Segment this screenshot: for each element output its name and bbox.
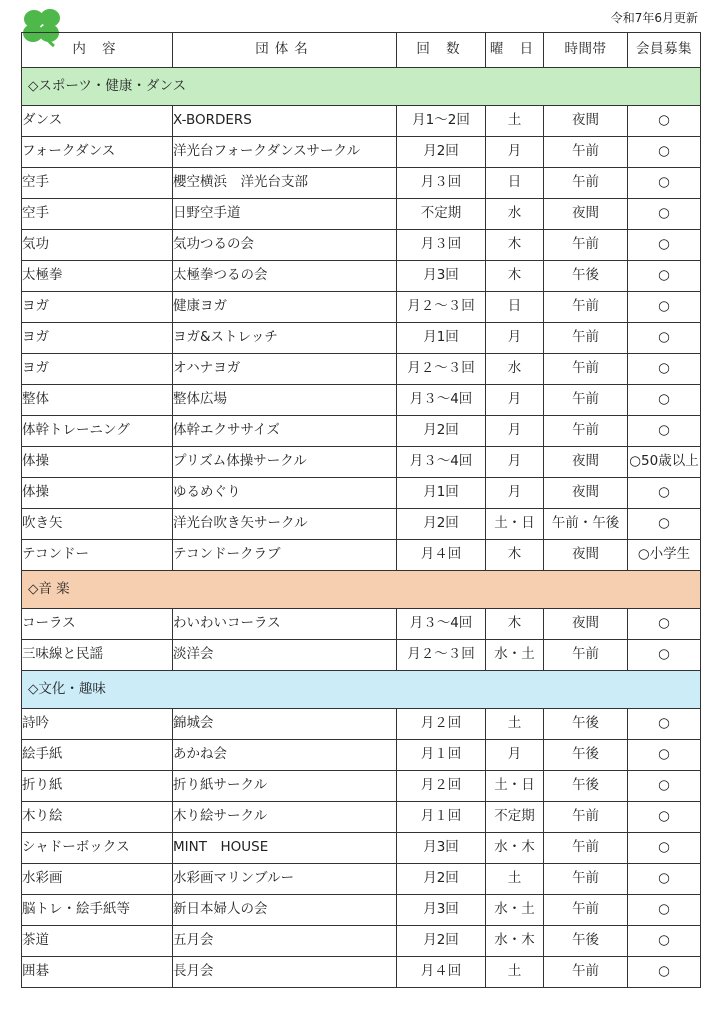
cell-recruit: ○ (628, 771, 701, 802)
cell-time: 午前 (544, 168, 628, 199)
cell-time: 午後 (544, 740, 628, 771)
cell-frequency: 月2回 (397, 864, 486, 895)
cell-group: 木り絵サークル (173, 802, 397, 833)
cell-group: X-BORDERS (173, 106, 397, 137)
cell-weekday: 土 (486, 709, 544, 740)
table-row (22, 740, 701, 771)
cell-frequency: 月２～３回 (397, 354, 486, 385)
cell-content: 太極拳 (22, 261, 173, 292)
cell-recruit: ○ (628, 833, 701, 864)
table-row (22, 106, 701, 137)
table-row (22, 416, 701, 447)
table-row (22, 833, 701, 864)
table-row (22, 168, 701, 199)
cell-content: 木り絵 (22, 802, 173, 833)
cell-weekday: 月 (486, 323, 544, 354)
cell-frequency: 月３～4回 (397, 385, 486, 416)
table-row (22, 895, 701, 926)
cell-group: 太極拳つるの会 (173, 261, 397, 292)
section-title: ◇文化・趣味 (22, 671, 701, 709)
cell-group: 五月会 (173, 926, 397, 957)
cell-recruit: ○ (628, 609, 701, 640)
cell-recruit: ○ (628, 354, 701, 385)
cell-group: MINT HOUSE (173, 833, 397, 864)
section-music (22, 571, 701, 609)
cell-weekday: 木 (486, 230, 544, 261)
header-content: 内 容 (22, 33, 173, 68)
cell-content: 詩吟 (22, 709, 173, 740)
cell-content: 茶道 (22, 926, 173, 957)
cell-group: あかね会 (173, 740, 397, 771)
table-row (22, 478, 701, 509)
cell-recruit: ○ (628, 106, 701, 137)
cell-frequency: 月1回 (397, 478, 486, 509)
cell-content: ヨガ (22, 323, 173, 354)
cell-recruit: ○小学生 (628, 540, 701, 571)
cell-recruit: ○ (628, 385, 701, 416)
cell-time: 午前 (544, 957, 628, 988)
cell-recruit: ○ (628, 199, 701, 230)
cell-group: ゆるめぐり (173, 478, 397, 509)
cell-recruit: ○ (628, 957, 701, 988)
cell-content: 脳トレ・絵手紙等 (22, 895, 173, 926)
cell-group: 新日本婦人の会 (173, 895, 397, 926)
cell-weekday: 不定期 (486, 802, 544, 833)
cell-frequency: 月２回 (397, 771, 486, 802)
cell-weekday: 水 (486, 354, 544, 385)
cell-time: 午前 (544, 640, 628, 671)
cell-content: テコンドー (22, 540, 173, 571)
table-row (22, 292, 701, 323)
cell-time: 午前 (544, 292, 628, 323)
cell-recruit: ○ (628, 509, 701, 540)
cell-frequency: 月2回 (397, 926, 486, 957)
cell-weekday: 木 (486, 540, 544, 571)
table-row (22, 261, 701, 292)
cell-weekday: 土 (486, 864, 544, 895)
table-row (22, 802, 701, 833)
cell-frequency: 月２回 (397, 709, 486, 740)
cell-frequency: 月３～4回 (397, 609, 486, 640)
section-culture (22, 671, 701, 709)
cell-weekday: 水・木 (486, 926, 544, 957)
table-row (22, 609, 701, 640)
cell-group: 健康ヨガ (173, 292, 397, 323)
cell-content: コーラス (22, 609, 173, 640)
cell-time: 午後 (544, 261, 628, 292)
cell-group: 日野空手道 (173, 199, 397, 230)
cell-group: 錦城会 (173, 709, 397, 740)
cell-frequency: 月3回 (397, 261, 486, 292)
table-row (22, 385, 701, 416)
updated-date: 令和7年6月更新 (610, 11, 698, 25)
cell-recruit: ○ (628, 168, 701, 199)
header-frequency: 回 数 (397, 33, 486, 68)
cell-time: 午後 (544, 709, 628, 740)
cell-group: 洋光台吹き矢サークル (173, 509, 397, 540)
table-header (22, 33, 701, 68)
cell-content: 体操 (22, 447, 173, 478)
cell-frequency: 月２～３回 (397, 292, 486, 323)
cell-time: 午後 (544, 771, 628, 802)
table-row (22, 509, 701, 540)
cell-recruit: ○ (628, 292, 701, 323)
cell-time: 午前 (544, 833, 628, 864)
cell-frequency: 月2回 (397, 137, 486, 168)
cell-content: 三味線と民謡 (22, 640, 173, 671)
cell-weekday: 土・日 (486, 771, 544, 802)
header-group: 団体名 (173, 33, 397, 68)
table-row (22, 771, 701, 802)
cell-recruit: ○ (628, 740, 701, 771)
cell-frequency: 不定期 (397, 199, 486, 230)
cell-time: 午前 (544, 323, 628, 354)
cell-content: ヨガ (22, 292, 173, 323)
table-row (22, 137, 701, 168)
cell-content: 整体 (22, 385, 173, 416)
cell-time: 夜間 (544, 447, 628, 478)
cell-group: 長月会 (173, 957, 397, 988)
cell-group: 整体広場 (173, 385, 397, 416)
cell-group: オハナヨガ (173, 354, 397, 385)
cell-weekday: 月 (486, 478, 544, 509)
table-row (22, 926, 701, 957)
cell-recruit: ○ (628, 416, 701, 447)
cell-time: 午前・午後 (544, 509, 628, 540)
cell-frequency: 月1～2回 (397, 106, 486, 137)
cell-recruit: ○ (628, 926, 701, 957)
cell-content: 体操 (22, 478, 173, 509)
cell-frequency: 月1回 (397, 323, 486, 354)
cell-time: 午前 (544, 864, 628, 895)
cell-content: フォークダンス (22, 137, 173, 168)
cell-frequency: 月４回 (397, 957, 486, 988)
cell-time: 夜間 (544, 478, 628, 509)
cell-time: 夜間 (544, 106, 628, 137)
cell-weekday: 木 (486, 261, 544, 292)
cell-weekday: 月 (486, 385, 544, 416)
cell-content: 囲碁 (22, 957, 173, 988)
cell-recruit: ○ (628, 640, 701, 671)
cell-frequency: 月４回 (397, 540, 486, 571)
cell-group: わいわいコーラス (173, 609, 397, 640)
cell-frequency: 月３～4回 (397, 447, 486, 478)
cell-time: 夜間 (544, 199, 628, 230)
cell-weekday: 月 (486, 416, 544, 447)
cell-content: 絵手紙 (22, 740, 173, 771)
cell-frequency: 月2回 (397, 416, 486, 447)
table-row (22, 957, 701, 988)
cell-recruit: ○ (628, 323, 701, 354)
cell-weekday: 月 (486, 447, 544, 478)
cell-recruit: ○ (628, 864, 701, 895)
cell-weekday: 月 (486, 740, 544, 771)
cell-recruit: ○ (628, 478, 701, 509)
cell-weekday: 土・日 (486, 509, 544, 540)
cell-weekday: 日 (486, 292, 544, 323)
cell-group: 体幹エクササイズ (173, 416, 397, 447)
section-title: ◇音 楽 (22, 571, 701, 609)
cell-frequency: 月3回 (397, 895, 486, 926)
table-row (22, 864, 701, 895)
cell-time: 午後 (544, 926, 628, 957)
cell-content: 空手 (22, 199, 173, 230)
cell-content: 折り紙 (22, 771, 173, 802)
header-recruiting: 会員募集 (628, 33, 701, 68)
cell-group: 洋光台フォークダンスサークル (173, 137, 397, 168)
header-weekday: 曜 日 (486, 33, 544, 68)
table-row (22, 199, 701, 230)
cell-recruit: ○ (628, 261, 701, 292)
cell-weekday: 水・木 (486, 833, 544, 864)
cell-time: 午前 (544, 416, 628, 447)
cell-group: 淡洋会 (173, 640, 397, 671)
cell-time: 午前 (544, 385, 628, 416)
cell-content: 吹き矢 (22, 509, 173, 540)
cell-group: 折り紙サークル (173, 771, 397, 802)
cell-weekday: 水 (486, 199, 544, 230)
cell-group: 水彩画マリンブルー (173, 864, 397, 895)
cell-weekday: 水・土 (486, 895, 544, 926)
cell-group: 櫻空横浜 洋光台支部 (173, 168, 397, 199)
cell-time: 夜間 (544, 540, 628, 571)
cell-frequency: 月3回 (397, 833, 486, 864)
section-title: ◇スポーツ・健康・ダンス (22, 68, 701, 106)
cell-weekday: 木 (486, 609, 544, 640)
cell-recruit: ○ (628, 895, 701, 926)
cell-frequency: 月１回 (397, 802, 486, 833)
table-body (22, 68, 701, 988)
cell-recruit: ○ (628, 137, 701, 168)
cell-frequency: 月2回 (397, 509, 486, 540)
cell-group: テコンドークラブ (173, 540, 397, 571)
table-row (22, 540, 701, 571)
club-table (21, 32, 701, 988)
cell-weekday: 土 (486, 106, 544, 137)
cell-recruit: ○ (628, 802, 701, 833)
cell-recruit: ○50歳以上 (628, 447, 701, 478)
cell-weekday: 日 (486, 168, 544, 199)
cell-time: 午前 (544, 895, 628, 926)
cell-weekday: 月 (486, 137, 544, 168)
cell-frequency: 月３回 (397, 230, 486, 261)
cell-group: プリズム体操サークル (173, 447, 397, 478)
cell-content: 体幹トレーニング (22, 416, 173, 447)
cell-content: 気功 (22, 230, 173, 261)
cell-time: 午前 (544, 802, 628, 833)
section-sports (22, 68, 701, 106)
cell-frequency: 月３回 (397, 168, 486, 199)
cell-time: 午前 (544, 230, 628, 261)
cell-group: 気功つるの会 (173, 230, 397, 261)
table-row (22, 447, 701, 478)
cell-frequency: 月１回 (397, 740, 486, 771)
table-row (22, 354, 701, 385)
cell-content: 水彩画 (22, 864, 173, 895)
cell-content: 空手 (22, 168, 173, 199)
cell-weekday: 水・土 (486, 640, 544, 671)
table-row (22, 230, 701, 261)
cell-frequency: 月２～３回 (397, 640, 486, 671)
cell-recruit: ○ (628, 709, 701, 740)
cell-weekday: 土 (486, 957, 544, 988)
cell-time: 夜間 (544, 609, 628, 640)
cell-time: 午前 (544, 354, 628, 385)
cell-content: シャドーボックス (22, 833, 173, 864)
table-row (22, 709, 701, 740)
cell-content: ヨガ (22, 354, 173, 385)
table-row (22, 640, 701, 671)
header-time: 時間帯 (544, 33, 628, 68)
cell-content: ダンス (22, 106, 173, 137)
cell-group: ヨガ&ストレッチ (173, 323, 397, 354)
table-row (22, 323, 701, 354)
cell-recruit: ○ (628, 230, 701, 261)
cell-time: 午前 (544, 137, 628, 168)
